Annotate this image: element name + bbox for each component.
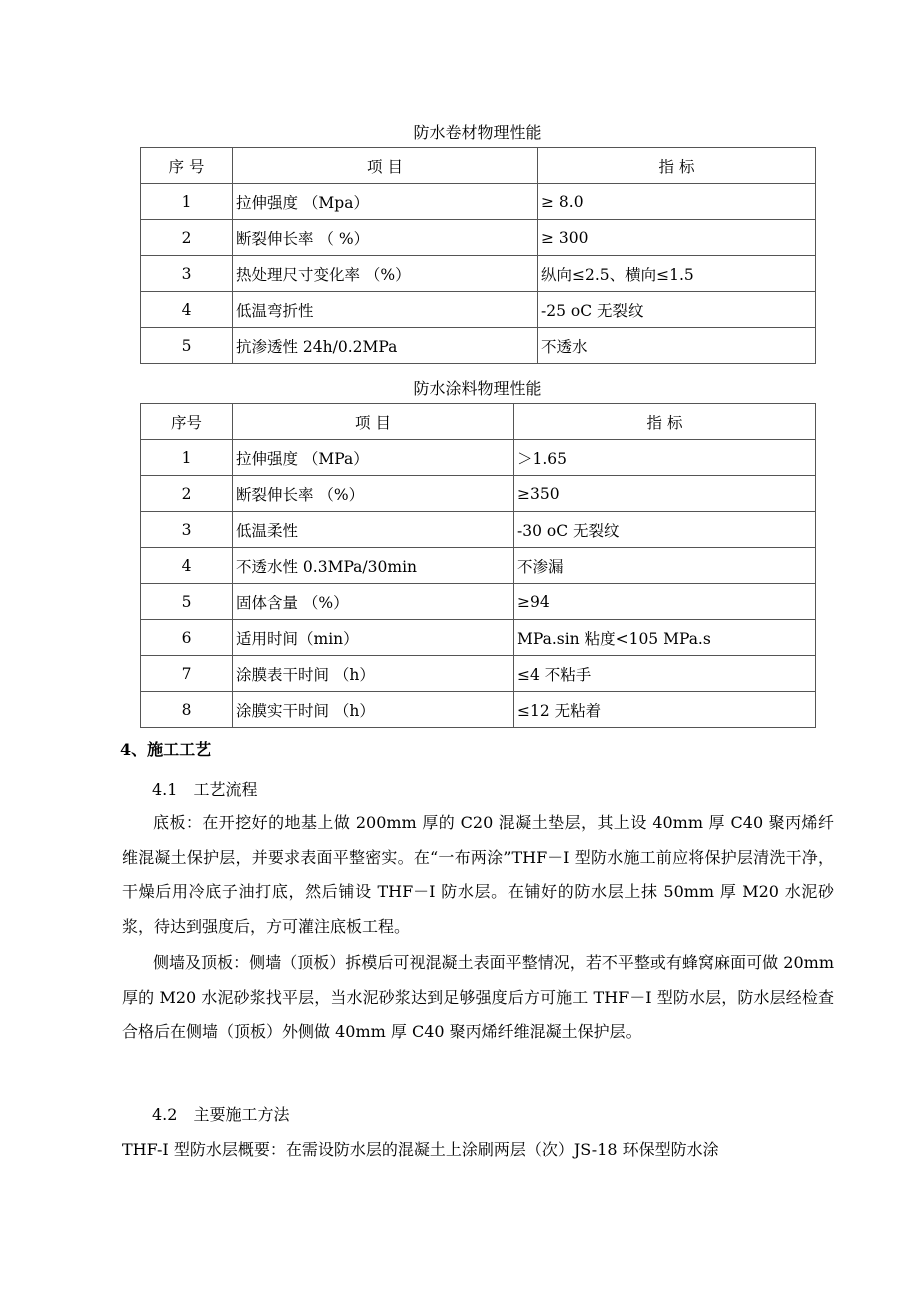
table-cell: 1 [141, 440, 233, 476]
table-row [141, 620, 816, 656]
table-cell: MPa.sin 粘度<105 MPa.s [514, 620, 816, 656]
table-cell: ≥94 [514, 584, 816, 620]
table-row [141, 220, 816, 256]
table-cell: -30 oC 无裂纹 [514, 512, 816, 548]
table-cell: 4 [141, 548, 233, 584]
table-row [141, 692, 816, 728]
table-cell: 4 [141, 292, 233, 328]
table-cell: 不透水 [538, 328, 816, 364]
table-cell: 低温柔性 [233, 512, 514, 548]
table-row [141, 184, 816, 220]
table-row [141, 292, 816, 328]
table-cell: -25 oC 无裂纹 [538, 292, 816, 328]
table-cell: 断裂伸长率 （%） [233, 476, 514, 512]
subsection-heading-4-2: 4.2 主要施工方法 [152, 1105, 290, 1124]
header-cell: 指 标 [538, 148, 816, 184]
table-cell: 3 [141, 256, 233, 292]
table1-caption: 防水卷材物理性能 [413, 123, 542, 142]
header-cell: 序 号 [141, 148, 233, 184]
table-cell: 适用时间（min） [233, 620, 514, 656]
table2-caption: 防水涂料物理性能 [413, 379, 542, 398]
table-cell: 拉伸强度 （MPa） [233, 440, 514, 476]
table-cell: ≥350 [514, 476, 816, 512]
header-cell: 项 目 [233, 148, 538, 184]
header-cell: 项 目 [233, 404, 514, 440]
table-cell: 3 [141, 512, 233, 548]
table-cell: ≥ 8.0 [538, 184, 816, 220]
table1 [140, 147, 816, 364]
table-cell: ≤12 无粘着 [514, 692, 816, 728]
table-cell: 1 [141, 184, 233, 220]
table-row [141, 656, 816, 692]
table-cell: 8 [141, 692, 233, 728]
table-cell: 2 [141, 476, 233, 512]
table-cell: 5 [141, 328, 233, 364]
table-cell: 拉伸强度 （Mpa） [233, 184, 538, 220]
table-row [141, 476, 816, 512]
table-cell: 涂膜表干时间 （h） [233, 656, 514, 692]
paragraph-thf-overview: THF-I 型防水层概要：在需设防水层的混凝土上涂刷两层（次）JS-18 环保型防水涂 [122, 1140, 719, 1159]
table-cell: 不渗漏 [514, 548, 816, 584]
table-cell: 固体含量 （%） [233, 584, 514, 620]
table-row [141, 548, 816, 584]
table-row [141, 328, 816, 364]
table-cell: 涂膜实干时间 （h） [233, 692, 514, 728]
table-row [141, 256, 816, 292]
header-cell: 指 标 [514, 404, 816, 440]
table-cell: 热处理尺寸变化率 （%） [233, 256, 538, 292]
header-cell: 序号 [141, 404, 233, 440]
table-cell: 5 [141, 584, 233, 620]
table-cell: 断裂伸长率 （ %） [233, 220, 538, 256]
table-cell: 2 [141, 220, 233, 256]
table-cell: ≤4 不粘手 [514, 656, 816, 692]
paragraph-side-walls: 侧墙及顶板：侧墙（顶板）拆模后可视混凝土表面平整情况，若不平整或有蜂窝麻面可做 20mm 厚的 M20 水泥砂浆找平层，当水泥砂浆达到足够强度后方可施工 THF－I 型防水层，防水层经检查合格后在侧墙（顶板）外侧做 40mm 厚 C40 聚丙烯纤维混凝土保护层。 [122, 953, 834, 1041]
table-cell: ＞1.65 [514, 440, 816, 476]
table-header-row [141, 404, 816, 440]
paragraph-base-slab: 底板：在开挖好的地基上做 200mm 厚的 C20 混凝土垫层，其上设 40mm 厚 C40 聚丙烯纤维混凝土保护层，并要求表面平整密实。在“一布两涂”THF－I 型防水施工前应将保护层清洗干净，干燥后用冷底子油打底，然后铺设 THF－I 防水层。在铺好的防水层上抹 50mm 厚 M20 水泥砂浆，待达到强度后，方可灌注底板工程。 [122, 813, 834, 936]
table-cell: 抗渗透性 24h/0.2MPa [233, 328, 538, 364]
table2 [140, 403, 816, 728]
section-heading: 4、施工工艺 [120, 740, 212, 759]
table-cell: ≥ 300 [538, 220, 816, 256]
table-row [141, 512, 816, 548]
table-row [141, 584, 816, 620]
table-cell: 不透水性 0.3MPa/30min [233, 548, 514, 584]
table-cell: 低温弯折性 [233, 292, 538, 328]
table-cell: 7 [141, 656, 233, 692]
table-row [141, 440, 816, 476]
table-header-row [141, 148, 816, 184]
table-cell: 纵向≤2.5、横向≤1.5 [538, 256, 816, 292]
table-cell: 6 [141, 620, 233, 656]
subsection-heading-4-1: 4.1 工艺流程 [152, 780, 258, 799]
